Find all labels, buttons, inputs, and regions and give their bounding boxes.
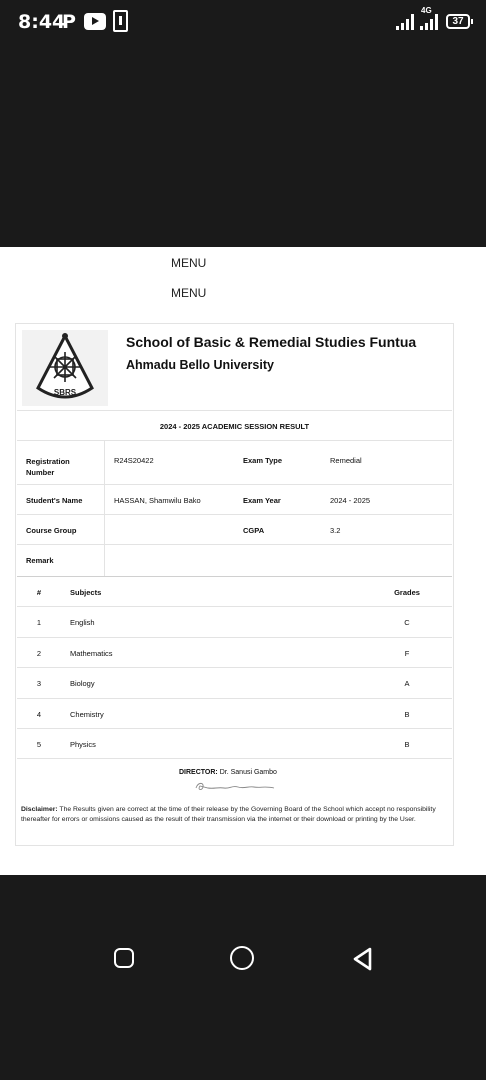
reg-label-line-2: Number: [26, 468, 55, 477]
status-time: 8:44: [18, 11, 66, 33]
menu-link-2[interactable]: MENU: [171, 286, 207, 300]
director-signature-icon: [194, 780, 284, 792]
director-name: Dr. Sanusi Gambo: [219, 769, 277, 776]
info-row-registration: [17, 441, 452, 485]
sbrs-logo-icon: [22, 330, 108, 406]
subject-grade: C: [404, 618, 410, 628]
subject-number: 1: [36, 618, 42, 628]
table-row: [17, 607, 452, 637]
recent-apps-icon[interactable]: [114, 948, 134, 968]
col-header-subject: Subjects: [70, 588, 102, 597]
cgpa-label: CGPA: [243, 526, 265, 535]
table-row: [17, 638, 452, 668]
subject-name: Biology: [70, 679, 95, 689]
subject-name: English: [70, 618, 95, 628]
subject-number: 3: [36, 679, 42, 689]
session-title: 2024 - 2025 ACADEMIC SESSION RESULT: [159, 422, 310, 431]
disclaimer-text: [21, 805, 451, 825]
reg-label: [26, 456, 70, 478]
table-row: [17, 699, 452, 729]
director-line: [179, 769, 277, 776]
table-row: [17, 668, 452, 698]
status-bar: [0, 0, 486, 46]
status-p-indicator: P: [62, 11, 76, 33]
exam-year-label: Exam Year: [243, 496, 281, 505]
student-info-table: [17, 441, 452, 576]
result-page: [0, 247, 486, 875]
col-header-grade: Grades: [394, 588, 420, 597]
school-name: School of Basic & Remedial Studies Funtua: [126, 334, 417, 350]
table-row: [17, 729, 452, 759]
exam-type-value: Remedial: [330, 456, 362, 465]
subject-grade: A: [404, 679, 410, 689]
subject-grade: B: [404, 739, 410, 749]
home-icon[interactable]: [230, 946, 254, 970]
exam-year-value: 2024 - 2025: [330, 496, 371, 505]
navigation-bar: [0, 875, 486, 1080]
menu-link-1[interactable]: MENU: [171, 256, 207, 270]
cell-signal-icon: [420, 14, 438, 30]
director-label: DIRECTOR:: [179, 769, 218, 776]
course-group-label: Course Group: [26, 526, 77, 535]
subject-number: 2: [36, 648, 42, 658]
cgpa-value: 3.2: [330, 526, 341, 535]
reg-label-line-1: Registration: [26, 457, 70, 466]
student-name-value: HASSAN, Shamwilu Bako: [114, 496, 201, 505]
remark-label: Remark: [26, 556, 54, 565]
sim-alert-icon: [113, 10, 128, 32]
col-header-number: #: [36, 588, 42, 597]
reg-number-value: R24S20422: [114, 456, 154, 465]
network-type-label: 4G: [421, 6, 432, 15]
subject-number: 5: [36, 739, 42, 749]
youtube-notification-icon: [84, 13, 106, 30]
disclaimer-label: Disclaimer:: [21, 806, 58, 813]
subject-name: Physics: [70, 739, 96, 749]
subjects-table: [17, 576, 452, 759]
info-row-remark: [17, 545, 452, 576]
subject-grade: B: [404, 709, 410, 719]
subject-grade: F: [404, 648, 410, 658]
battery-icon: 37: [446, 14, 470, 29]
subjects-table-header: [17, 577, 452, 607]
wifi-signal-icon: [396, 14, 414, 30]
disclaimer-body: The Results given are correct at the time of their release by the Governing Board of the School which accept no responsibility thereafter for errors or omissions caused as the result of their transmission via the internet or their download or printing by the User.: [21, 806, 436, 823]
logo-text: SBRS: [53, 388, 77, 397]
info-row-name: [17, 485, 452, 515]
subject-number: 4: [36, 709, 42, 719]
result-card: [15, 323, 454, 846]
session-row: [17, 410, 452, 441]
back-icon[interactable]: [350, 946, 376, 972]
subject-name: Mathematics: [70, 648, 113, 658]
university-name: Ahmadu Bello University: [126, 358, 274, 372]
subject-name: Chemistry: [70, 709, 104, 719]
exam-type-label: Exam Type: [243, 456, 283, 465]
student-name-label: Student's Name: [26, 496, 83, 505]
info-row-course-group: [17, 515, 452, 545]
